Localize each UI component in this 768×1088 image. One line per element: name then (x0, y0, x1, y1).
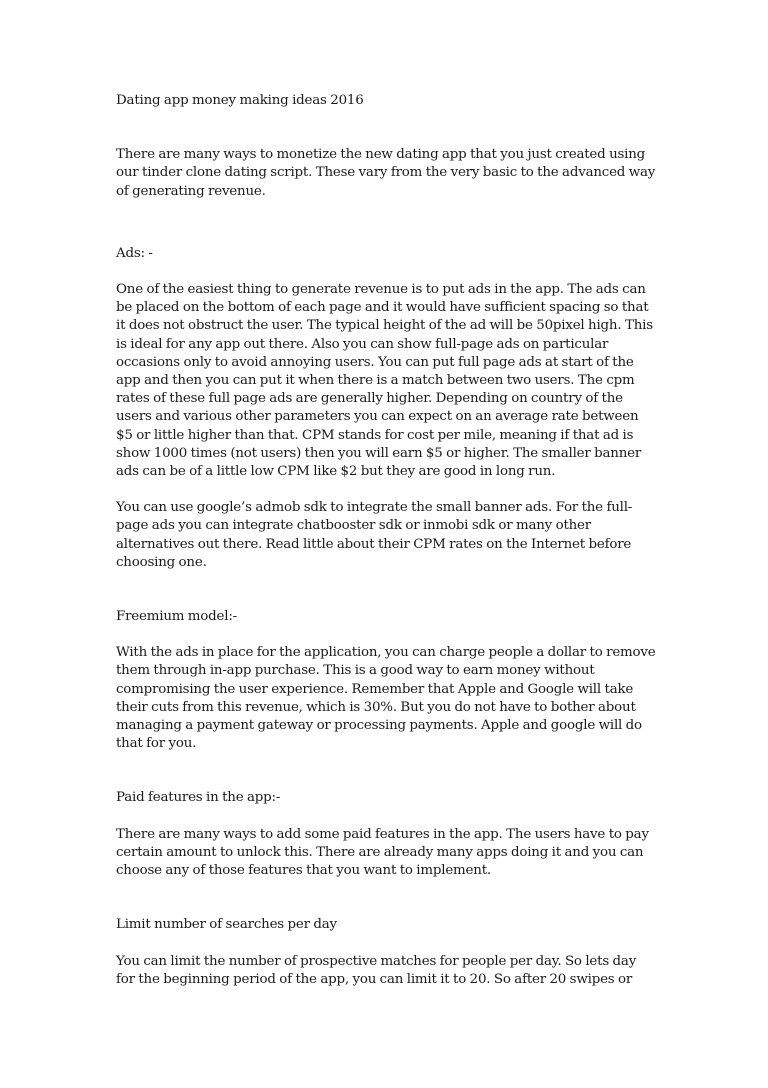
paid-features-heading: Paid features in the app:- (116, 790, 281, 806)
ads-paragraph-2: You can use google’s admob sdk to integrate the small banner ads. For the full-page ads you can integrate chatbooster sdk or inmobi sdk or many other alternatives out there. Read little about their CPM rates on the Internet before choosing one. (116, 500, 633, 570)
freemium-heading: Freemium model:- (116, 609, 237, 625)
document-body (116, 90, 656, 989)
ads-heading: Ads: - (116, 245, 153, 261)
freemium-paragraph: With the ads in place for the application, you can charge people a dollar to remove them through in-app purchase. This is a good way to earn money without compromising the user experience. Remember that Apple and Google will take their cuts from this revenue, which is 30%. But you do not have to bother about managing a payment gateway or processing payments. Apple and google will do that for you. (116, 645, 656, 752)
document-title: Dating app money making ideas 2016 (116, 93, 364, 108)
intro-paragraph: There are many ways to monetize the new dating app that you just created using our tinder clone dating script. These vary from the very basic to the advanced way of generating revenue. (116, 147, 656, 199)
limit-searches-paragraph: You can limit the number of prospective matches for people per day. So lets day for the beginning period of the app, you can limit it to 20. So after 20 swipes or (116, 953, 637, 987)
limit-searches-heading: Limit number of searches per day (116, 917, 337, 933)
paid-features-paragraph: There are many ways to add some paid features in the app. The users have to pay certain amount to unlock this. There are already many apps doing it and you can choose any of those features that you want to implement. (116, 826, 649, 879)
ads-paragraph-1: One of the easiest thing to generate revenue is to put ads in the app. The ads can be placed on the bottom of each page and it would have sufficient spacing so that it does not obstruct the user. The typical height of the ad will be 50pixel high. This is ideal for any app out there. Also you can show full-page ads on particular occasions only to avoid annoying users. You can put full page ads at start of the app and then you can put it when there is a match between two users. The cpm rates of these full page ads are generally higher. Depending on country of the users and various other parameters you can expect on an average rate between $5 or little higher than that. CPM stands for cost per mile, meaning if that ad is show 1000 times (not users) then you will earn $5 or higher. The smaller banner ads can be of a little low CPM like $2 but they are good in long run. (116, 282, 653, 480)
